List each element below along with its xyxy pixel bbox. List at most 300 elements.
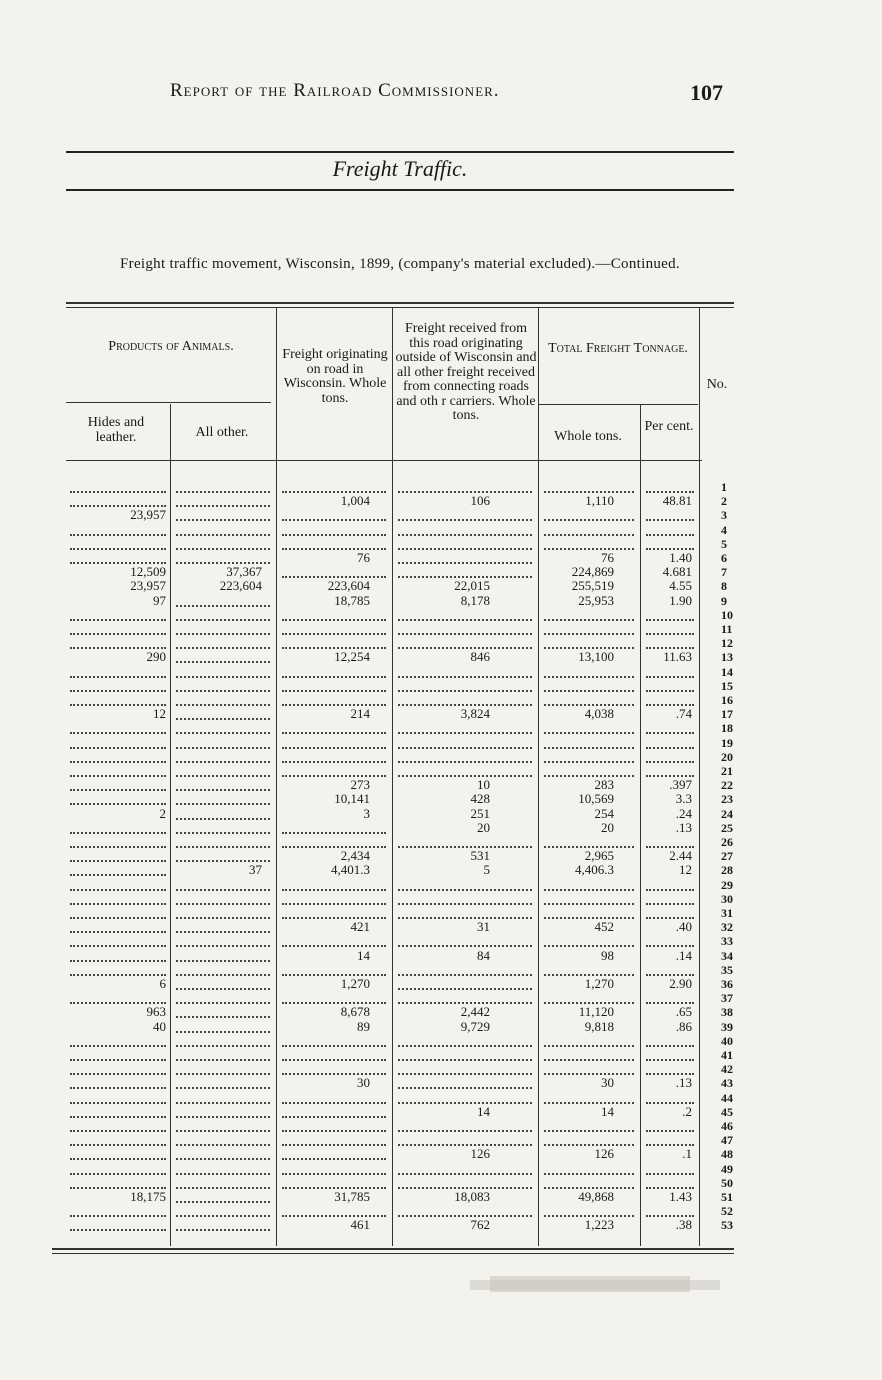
dot-leader bbox=[70, 775, 166, 777]
cell-pct: 1.43 bbox=[669, 1189, 692, 1204]
cell-hides: 12 bbox=[153, 706, 166, 722]
dot-leader bbox=[398, 1130, 532, 1132]
dot-leader bbox=[282, 1116, 386, 1118]
col-header-whole-tons: Whole tons. bbox=[554, 429, 622, 444]
dot-leader bbox=[282, 917, 386, 919]
cell-orig: 2,434 bbox=[340, 848, 370, 864]
cell-recv: 8,178 bbox=[460, 592, 490, 608]
table-row bbox=[66, 494, 734, 508]
table-row bbox=[66, 778, 734, 792]
table-row bbox=[66, 764, 734, 778]
dot-leader bbox=[398, 647, 532, 649]
dot-leader bbox=[70, 1045, 166, 1047]
cell-hides: 23,957 bbox=[130, 578, 166, 594]
dot-leader bbox=[70, 747, 166, 749]
cell-recv: 126 bbox=[470, 1146, 490, 1162]
dot-leader bbox=[70, 1215, 166, 1217]
cell-orig: 76 bbox=[357, 550, 370, 565]
cell-recv: 3,824 bbox=[460, 706, 490, 722]
row-number: 17 bbox=[721, 707, 733, 722]
cell-total: 10,569 bbox=[578, 791, 614, 807]
cell-total: 13,100 bbox=[578, 649, 614, 665]
dot-leader bbox=[176, 846, 270, 848]
table-row bbox=[66, 721, 734, 735]
cell-recv: 762 bbox=[470, 1217, 490, 1233]
table-row bbox=[66, 963, 734, 977]
row-number: 15 bbox=[721, 678, 733, 693]
dot-leader bbox=[398, 747, 532, 749]
cell-orig: 8,678 bbox=[340, 1004, 370, 1020]
row-number: 41 bbox=[721, 1048, 733, 1062]
table-row bbox=[66, 650, 734, 664]
dot-leader bbox=[176, 732, 270, 734]
table-row bbox=[66, 1176, 734, 1190]
dot-leader bbox=[398, 1144, 532, 1146]
dot-leader bbox=[282, 761, 386, 763]
dot-leader bbox=[398, 491, 532, 493]
dot-leader bbox=[646, 1045, 694, 1047]
dot-leader bbox=[70, 534, 166, 536]
dot-leader bbox=[398, 1173, 532, 1175]
dot-leader bbox=[70, 803, 166, 805]
dot-leader bbox=[176, 661, 270, 663]
dot-leader bbox=[176, 1002, 270, 1004]
dot-leader bbox=[646, 676, 694, 678]
group-header-total: Total Freight Tonnage. bbox=[548, 341, 688, 356]
row-number: 26 bbox=[721, 835, 733, 849]
cell-orig: 461 bbox=[350, 1217, 370, 1233]
dot-leader bbox=[646, 747, 694, 749]
dot-leader bbox=[398, 548, 532, 550]
cell-hides: 97 bbox=[153, 592, 166, 608]
dot-leader bbox=[176, 1229, 270, 1231]
dot-leader bbox=[176, 960, 270, 962]
dot-leader bbox=[544, 534, 634, 536]
dot-leader bbox=[176, 1073, 270, 1075]
table-row bbox=[66, 551, 734, 565]
dot-leader bbox=[544, 732, 634, 734]
cell-recv: 9,729 bbox=[460, 1018, 490, 1034]
cell-pct: .2 bbox=[682, 1103, 692, 1119]
row-number: 47 bbox=[721, 1133, 733, 1148]
dot-leader bbox=[176, 1059, 270, 1061]
cell-orig: 1,270 bbox=[340, 976, 370, 991]
row-number: 24 bbox=[721, 806, 733, 821]
table-row bbox=[66, 1162, 734, 1176]
dot-leader bbox=[176, 1144, 270, 1146]
table-row bbox=[66, 792, 734, 806]
table-row bbox=[66, 906, 734, 920]
cell-orig: 3 bbox=[363, 805, 370, 821]
dot-leader bbox=[398, 1045, 532, 1047]
cell-orig: 10,141 bbox=[334, 791, 370, 807]
dot-leader bbox=[544, 519, 634, 521]
dot-leader bbox=[70, 1173, 166, 1175]
row-number: 20 bbox=[721, 749, 733, 764]
dot-leader bbox=[70, 874, 166, 876]
dot-leader bbox=[176, 775, 270, 777]
dot-leader bbox=[398, 889, 532, 891]
dot-leader bbox=[646, 1059, 694, 1061]
table-row bbox=[66, 934, 734, 948]
dot-leader bbox=[282, 1045, 386, 1047]
dot-leader bbox=[282, 974, 386, 976]
cell-recv: 251 bbox=[470, 805, 490, 821]
dot-leader bbox=[70, 676, 166, 678]
row-number: 5 bbox=[721, 536, 727, 551]
cell-total: 224,869 bbox=[571, 564, 614, 580]
dot-leader bbox=[646, 619, 694, 621]
table-top-rule-thin bbox=[66, 307, 734, 308]
table-row bbox=[66, 949, 734, 963]
section-title: Freight Traffic. bbox=[332, 156, 468, 181]
running-head: Report of the Railroad Commissioner. bbox=[170, 80, 500, 101]
dot-leader bbox=[282, 1102, 386, 1104]
cell-recv: 84 bbox=[477, 947, 490, 963]
dot-leader bbox=[398, 945, 532, 947]
dot-leader bbox=[176, 818, 270, 820]
table-row bbox=[66, 1190, 734, 1204]
col-header-originating: Freight originating on road in Wisconsin. Whole tons. bbox=[282, 347, 388, 406]
dot-leader bbox=[70, 1116, 166, 1118]
dot-leader bbox=[70, 690, 166, 692]
dot-leader bbox=[282, 1130, 386, 1132]
table-row bbox=[66, 1048, 734, 1062]
cell-pct: 4.55 bbox=[669, 578, 692, 594]
table-row bbox=[66, 863, 734, 877]
table-bottom-rule-thin bbox=[52, 1253, 734, 1254]
dot-leader bbox=[398, 619, 532, 621]
cell-orig: 14 bbox=[357, 947, 370, 963]
dot-leader bbox=[544, 633, 634, 635]
row-number: 28 bbox=[721, 863, 733, 878]
table-row bbox=[66, 579, 734, 593]
group-header-animals: Products of Animals. bbox=[108, 339, 234, 354]
dot-leader bbox=[398, 676, 532, 678]
dot-leader bbox=[70, 619, 166, 621]
table-row bbox=[66, 835, 734, 849]
dot-leader bbox=[544, 676, 634, 678]
table-row bbox=[66, 679, 734, 693]
dot-leader bbox=[176, 761, 270, 763]
table-row bbox=[66, 1147, 734, 1161]
row-number: 36 bbox=[721, 977, 733, 991]
table-row bbox=[66, 892, 734, 906]
dot-leader bbox=[70, 1144, 166, 1146]
row-number: 29 bbox=[721, 877, 733, 892]
table-row bbox=[66, 537, 734, 551]
cell-hides: 23,957 bbox=[130, 507, 166, 523]
cell-pct: .14 bbox=[675, 947, 692, 963]
dot-leader bbox=[176, 945, 270, 947]
freight-table bbox=[66, 300, 734, 1260]
cell-total: 49,868 bbox=[578, 1189, 614, 1204]
cell-pct: .40 bbox=[675, 919, 692, 935]
dot-leader bbox=[176, 633, 270, 635]
dot-leader bbox=[398, 633, 532, 635]
row-number: 16 bbox=[721, 693, 733, 707]
cell-hides: 290 bbox=[146, 649, 166, 665]
cell-recv: 2,442 bbox=[460, 1004, 490, 1020]
dot-leader bbox=[282, 704, 386, 706]
table-row bbox=[66, 1218, 734, 1232]
scan-artifact bbox=[470, 1272, 720, 1298]
dot-leader bbox=[398, 732, 532, 734]
dot-leader bbox=[70, 945, 166, 947]
dot-leader bbox=[176, 1187, 270, 1189]
dot-leader bbox=[646, 761, 694, 763]
cell-total: 452 bbox=[594, 919, 614, 935]
row-number: 13 bbox=[721, 650, 733, 665]
dot-leader bbox=[282, 519, 386, 521]
cell-pct: .38 bbox=[675, 1217, 692, 1233]
dot-leader bbox=[176, 505, 270, 507]
dot-leader bbox=[544, 1045, 634, 1047]
cell-total: 30 bbox=[601, 1075, 614, 1091]
table-row bbox=[66, 878, 734, 892]
dot-leader bbox=[544, 775, 634, 777]
cell-total: 283 bbox=[594, 777, 614, 793]
dot-leader bbox=[70, 917, 166, 919]
cell-total: 254 bbox=[594, 805, 614, 821]
dot-leader bbox=[544, 889, 634, 891]
dot-leader bbox=[398, 534, 532, 536]
cell-recv: 846 bbox=[470, 649, 490, 665]
row-number: 18 bbox=[721, 721, 733, 736]
dot-leader bbox=[282, 747, 386, 749]
dot-leader bbox=[176, 803, 270, 805]
dot-leader bbox=[70, 832, 166, 834]
cell-orig: 30 bbox=[357, 1075, 370, 1091]
dot-leader bbox=[176, 605, 270, 607]
dot-leader bbox=[398, 519, 532, 521]
dot-leader bbox=[282, 619, 386, 621]
dot-leader bbox=[70, 960, 166, 962]
dot-leader bbox=[646, 1130, 694, 1132]
row-number: 30 bbox=[721, 891, 733, 906]
dot-leader bbox=[398, 761, 532, 763]
table-bottom-rule bbox=[52, 1248, 734, 1250]
col-header-no: No. bbox=[706, 377, 728, 392]
cell-total: 1,223 bbox=[584, 1217, 614, 1233]
cell-total: 76 bbox=[601, 550, 614, 565]
dot-leader bbox=[176, 832, 270, 834]
dot-leader bbox=[282, 1059, 386, 1061]
dot-leader bbox=[70, 491, 166, 493]
dot-leader bbox=[282, 1158, 386, 1160]
dot-leader bbox=[544, 1130, 634, 1132]
dot-leader bbox=[282, 832, 386, 834]
dot-leader bbox=[646, 889, 694, 891]
row-number: 27 bbox=[721, 849, 733, 864]
cell-total: 98 bbox=[601, 947, 614, 963]
section-rule bbox=[66, 189, 734, 191]
dot-leader bbox=[70, 1073, 166, 1075]
dot-leader bbox=[282, 690, 386, 692]
dot-leader bbox=[282, 775, 386, 777]
row-number: 38 bbox=[721, 1005, 733, 1020]
cell-hides: 963 bbox=[146, 1004, 166, 1020]
col-header-received: Freight received from this road originating outside of Wisconsin and all other freight received from connecting roads and oth r carriers. Whole tons. bbox=[395, 321, 537, 423]
cell-other: 37 bbox=[249, 862, 262, 878]
row-number: 46 bbox=[721, 1119, 733, 1133]
table-row bbox=[66, 1076, 734, 1090]
dot-leader bbox=[176, 548, 270, 550]
cell-total: 4,406.3 bbox=[575, 862, 614, 878]
row-number: 51 bbox=[721, 1190, 733, 1204]
cell-pct: 2.44 bbox=[669, 848, 692, 864]
cell-pct: .1 bbox=[682, 1146, 692, 1162]
dot-leader bbox=[398, 1087, 532, 1089]
cell-pct: 3.3 bbox=[675, 791, 692, 807]
row-number: 14 bbox=[721, 664, 733, 679]
dot-leader bbox=[70, 1087, 166, 1089]
dot-leader bbox=[70, 889, 166, 891]
dot-leader bbox=[398, 974, 532, 976]
table-row bbox=[66, 807, 734, 821]
dot-leader bbox=[70, 761, 166, 763]
cell-total: 25,953 bbox=[578, 592, 614, 608]
dot-leader bbox=[398, 903, 532, 905]
dot-leader bbox=[176, 903, 270, 905]
table-row bbox=[66, 1005, 734, 1019]
dot-leader bbox=[282, 1173, 386, 1175]
dot-leader bbox=[544, 917, 634, 919]
cell-pct: .13 bbox=[675, 1075, 692, 1091]
dot-leader bbox=[282, 633, 386, 635]
dot-leader bbox=[282, 732, 386, 734]
row-number: 37 bbox=[721, 991, 733, 1006]
dot-leader bbox=[70, 860, 166, 862]
dot-leader bbox=[398, 690, 532, 692]
table-row bbox=[66, 480, 734, 494]
cell-other: 223,604 bbox=[219, 578, 262, 594]
dot-leader bbox=[282, 945, 386, 947]
row-number: 48 bbox=[721, 1147, 733, 1162]
cell-recv: 5 bbox=[483, 862, 490, 878]
cell-total: 2,965 bbox=[584, 848, 614, 864]
table-row bbox=[66, 594, 734, 608]
dot-leader bbox=[544, 690, 634, 692]
row-number: 53 bbox=[721, 1218, 733, 1233]
row-number: 8 bbox=[721, 579, 727, 594]
dot-leader bbox=[398, 1073, 532, 1075]
row-number: 21 bbox=[721, 764, 733, 778]
dot-leader bbox=[398, 988, 532, 990]
cell-orig: 223,604 bbox=[327, 578, 370, 594]
table-row bbox=[66, 991, 734, 1005]
dot-leader bbox=[70, 931, 166, 933]
dot-leader bbox=[176, 931, 270, 933]
row-number: 10 bbox=[721, 607, 733, 622]
dot-leader bbox=[176, 1173, 270, 1175]
table-row bbox=[66, 821, 734, 835]
page-number: 107 bbox=[690, 80, 723, 105]
dot-leader bbox=[176, 519, 270, 521]
cell-pct: 48.81 bbox=[662, 493, 692, 509]
table-row bbox=[66, 636, 734, 650]
dot-leader bbox=[646, 732, 694, 734]
dot-leader bbox=[544, 1059, 634, 1061]
dot-leader bbox=[398, 1215, 532, 1217]
table-row bbox=[66, 693, 734, 707]
col-header-other: All other. bbox=[195, 425, 249, 440]
dot-leader bbox=[398, 917, 532, 919]
cell-total: 1,110 bbox=[585, 493, 614, 509]
table-row bbox=[66, 1133, 734, 1147]
row-number: 44 bbox=[721, 1090, 733, 1105]
table-top-rule bbox=[66, 302, 734, 304]
dot-leader bbox=[398, 846, 532, 848]
row-number: 11 bbox=[721, 622, 733, 636]
cell-recv: 20 bbox=[477, 819, 490, 835]
dot-leader bbox=[70, 1059, 166, 1061]
dot-leader bbox=[282, 903, 386, 905]
table-row bbox=[66, 1062, 734, 1076]
dot-leader bbox=[282, 676, 386, 678]
dot-leader bbox=[282, 889, 386, 891]
cell-total: 14 bbox=[601, 1103, 614, 1119]
dot-leader bbox=[544, 761, 634, 763]
table-row bbox=[66, 1105, 734, 1119]
table-row bbox=[66, 665, 734, 679]
cell-orig: 214 bbox=[350, 706, 370, 722]
dot-leader bbox=[70, 1102, 166, 1104]
dot-leader bbox=[282, 846, 386, 848]
dot-leader bbox=[176, 974, 270, 976]
dot-leader bbox=[282, 1144, 386, 1146]
dot-leader bbox=[176, 889, 270, 891]
group-header-underline bbox=[66, 402, 271, 403]
cell-pct: .74 bbox=[675, 706, 692, 722]
dot-leader bbox=[70, 846, 166, 848]
row-number: 33 bbox=[721, 934, 733, 949]
cell-total: 255,519 bbox=[571, 578, 614, 594]
dot-leader bbox=[282, 1002, 386, 1004]
row-number: 34 bbox=[721, 948, 733, 963]
dot-leader bbox=[176, 676, 270, 678]
cell-pct: .86 bbox=[675, 1018, 692, 1034]
table-row bbox=[66, 508, 734, 522]
dot-leader bbox=[70, 1130, 166, 1132]
row-number: 32 bbox=[721, 920, 733, 935]
cell-recv: 10 bbox=[477, 777, 490, 793]
row-number: 9 bbox=[721, 593, 727, 608]
table-row bbox=[66, 736, 734, 750]
cell-recv: 531 bbox=[470, 848, 490, 864]
row-number: 40 bbox=[721, 1033, 733, 1048]
total-group-underline bbox=[538, 404, 698, 405]
row-number: 3 bbox=[721, 508, 727, 523]
dot-leader bbox=[176, 619, 270, 621]
dot-leader bbox=[176, 704, 270, 706]
cell-pct: .24 bbox=[675, 805, 692, 821]
dot-leader bbox=[646, 633, 694, 635]
dot-leader bbox=[176, 1201, 270, 1203]
cell-orig: 273 bbox=[350, 777, 370, 793]
cell-orig: 89 bbox=[357, 1018, 370, 1034]
table-row bbox=[66, 750, 734, 764]
table-row bbox=[66, 707, 734, 721]
dot-leader bbox=[544, 548, 634, 550]
cell-hides: 40 bbox=[153, 1018, 166, 1034]
dot-leader bbox=[176, 1045, 270, 1047]
row-number: 50 bbox=[721, 1175, 733, 1190]
dot-leader bbox=[176, 1102, 270, 1104]
cell-orig: 18,785 bbox=[334, 592, 370, 608]
row-number: 39 bbox=[721, 1019, 733, 1034]
cell-total: 4,038 bbox=[584, 706, 614, 722]
